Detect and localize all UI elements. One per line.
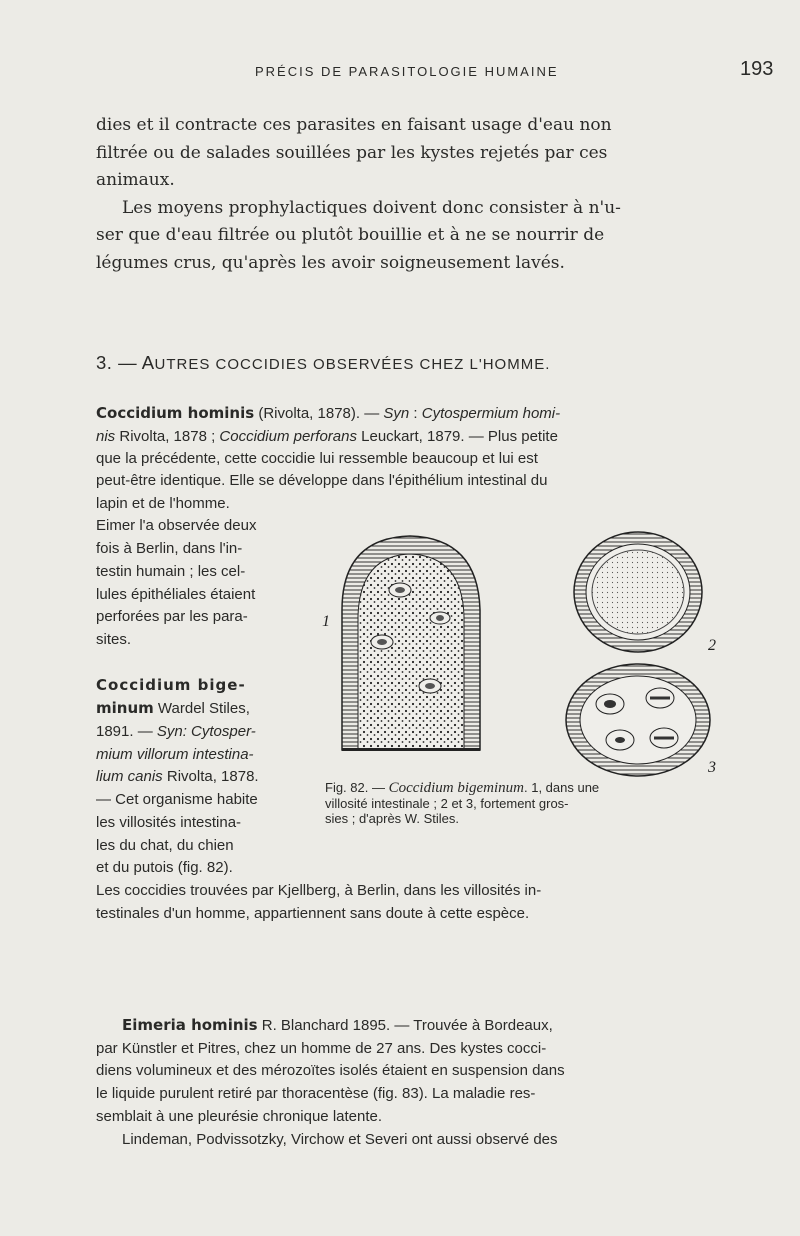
text-line: que la précédente, cette coccidie lui ressemble beaucoup et lui est xyxy=(96,450,538,468)
figure-label-2: 2 xyxy=(708,637,716,654)
coccidium-hominis-entry xyxy=(96,402,736,471)
species-name: Coccidium hominis xyxy=(96,404,255,422)
text-line: diens volumineux et des mérozoïtes isolés étaient en suspension dans xyxy=(96,1062,565,1080)
text-line: le liquide purulent retiré par thoracentèse (fig. 83). La maladie res- xyxy=(96,1085,536,1103)
text-line: testin humain ; les cel- xyxy=(96,562,246,580)
text-line: légumes crus, qu'après les avoir soigneusement lavés. xyxy=(96,252,565,273)
caption-prefix: Fig. 82. — xyxy=(325,780,389,795)
text-line: — Cet organisme habite xyxy=(96,791,258,809)
text-line: Eimer l'a observée deux xyxy=(96,517,257,535)
caption-line: sies ; d'après W. Stiles. xyxy=(325,811,459,826)
eimeria-hominis-entry xyxy=(96,1014,736,1151)
text-line xyxy=(96,721,322,744)
text-line: sites. xyxy=(96,630,132,648)
text-line: semblait à une pleurésie chronique latente. xyxy=(96,1107,383,1125)
text-line: lules épithéliales étaient xyxy=(96,585,256,603)
section-title-cap: A xyxy=(141,352,155,373)
figure-label-1: 1 xyxy=(322,613,330,630)
text-run: Syn: Cytosper- xyxy=(156,723,256,741)
coccidium-bigeminum-heading xyxy=(96,674,322,698)
section-number: 3. — xyxy=(96,352,142,373)
text-line: Les coccidies trouvées par Kjellberg, à Berlin, dans les villosités in- xyxy=(96,881,542,899)
text-run: lium canis xyxy=(96,768,163,786)
text-line: Lindeman, Podvissotzky, Virchow et Severi ont aussi observé des xyxy=(122,1130,558,1148)
text-line xyxy=(96,697,322,721)
section-title-rest: UTRES COCCIDIES OBSERVÉES CHEZ L'HOMME. xyxy=(154,356,551,373)
text-line: par Künstler et Pitres, chez un homme de 27 ans. Des kystes cocci- xyxy=(96,1039,547,1057)
text-line: animaux. xyxy=(96,170,175,190)
text-line: perforées par les para- xyxy=(96,608,248,626)
text-run: R. Blanchard 1895. — Trouvée à Bordeaux, xyxy=(257,1017,553,1034)
cyst-sporocysts-drawing xyxy=(566,664,710,776)
running-head: PRÉCIS DE PARASITOLOGIE HUMAINE xyxy=(255,64,559,79)
text-line: les villosités intestina- xyxy=(96,813,242,831)
text-run: Coccidium perforans xyxy=(219,427,357,445)
species-name: minum xyxy=(96,699,154,718)
figure-82-illustration xyxy=(320,520,720,778)
caption-text: . 1, dans une xyxy=(523,780,600,795)
text-line xyxy=(96,1014,736,1038)
text-run: Rivolta, 1878. xyxy=(162,768,259,786)
cyst-large-drawing xyxy=(574,532,702,652)
text-run: Rivolta, 1878 ; xyxy=(115,427,220,445)
text-run: Leuckart, 1879. — Plus petite xyxy=(356,427,558,445)
text-line: fois à Berlin, dans l'in- xyxy=(96,540,243,558)
text-line: les du chat, du chien xyxy=(96,836,234,854)
figure-label-3: 3 xyxy=(708,759,716,776)
text-run: (Rivolta, 1878). — xyxy=(254,405,384,422)
text-line: lapin et de l'homme. xyxy=(96,494,230,512)
species-name: Eimeria hominis xyxy=(122,1016,258,1034)
text-line: peut-être identique. Elle se développe dans l'épithélium intestinal du xyxy=(96,472,548,489)
text-line: ser que d'eau filtrée ou plutôt bouillie et à ne se nourrir de xyxy=(96,225,605,245)
page-number: 193 xyxy=(740,58,774,80)
text-line: Les moyens prophylactiques doivent donc consister à n'u- xyxy=(122,197,621,218)
text-line: mium villorum intestina- xyxy=(96,745,254,763)
figure-82-caption xyxy=(325,780,717,826)
text-line: dies et il contracte ces parasites en faisant usage d'eau non xyxy=(96,115,612,135)
villosity-drawing xyxy=(342,536,480,751)
text-line: filtrée ou de salades souillées par les kystes rejetés par ces xyxy=(96,142,608,163)
species-name: Coccidium bige- xyxy=(96,675,246,694)
text-run: Cytospermium homi- xyxy=(421,405,561,422)
caption-species: Coccidium bigeminum xyxy=(388,780,524,796)
caption-line: villosité intestinale ; 2 et 3, fortement gros- xyxy=(325,796,569,811)
text-run: nis xyxy=(96,427,116,445)
text-run: Syn xyxy=(383,405,410,422)
intro-paragraph xyxy=(96,112,736,277)
section-heading xyxy=(96,352,736,374)
text-run: : xyxy=(409,405,422,422)
text-line: testinales d'un homme, appartiennent sans doute à cette espèce. xyxy=(96,904,530,922)
text-run: Wardel Stiles, xyxy=(153,700,250,718)
text-run: 1891. — xyxy=(96,723,157,741)
text-line xyxy=(96,766,322,789)
text-line: et du putois (fig. 82). xyxy=(96,859,233,877)
